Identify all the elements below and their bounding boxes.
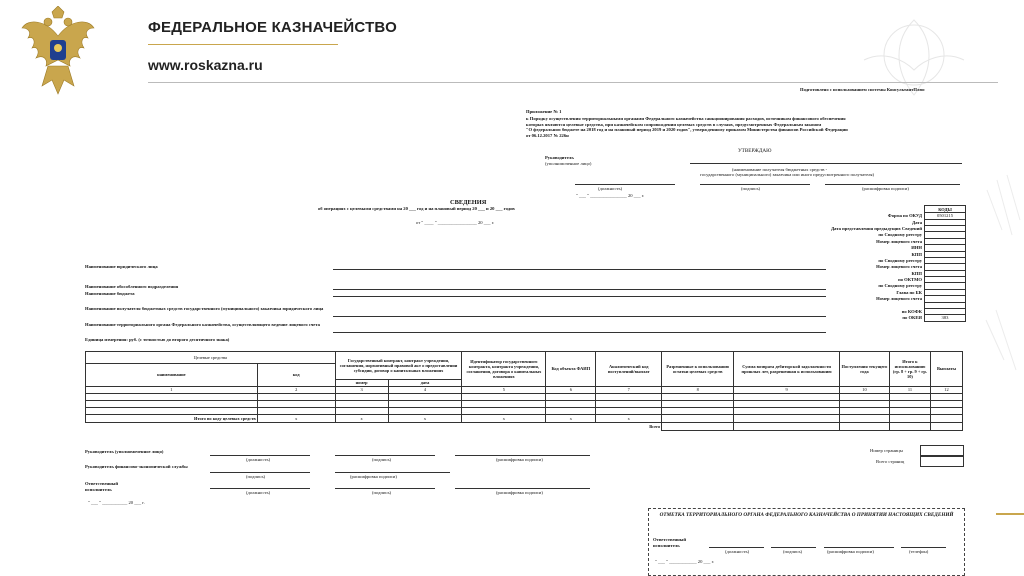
code-label: по Сводному реестру xyxy=(878,257,922,263)
field-subdivision: Наименование обособленного подразделения xyxy=(85,284,179,289)
th-target: Целевые средства xyxy=(86,352,336,364)
sign-resp-pos: (должность) xyxy=(246,490,271,495)
code-label: по ОКТМО xyxy=(898,277,922,283)
code-label: Глава по БК xyxy=(896,289,922,295)
code-label: КПП xyxy=(911,251,922,257)
approve-line xyxy=(690,163,962,164)
th-allowed: Разрешенные к использованию остатки целевых средств xyxy=(662,352,734,387)
th-number: номер xyxy=(335,380,388,387)
approve-date: " ___ " ________________ 20 ___ г. xyxy=(576,193,645,198)
column-number: 5 xyxy=(462,387,546,394)
approve-heading: УТВЕРЖДАЮ xyxy=(738,148,772,154)
sign-resp-label: Ответственный исполнитель xyxy=(85,481,119,492)
approve-sub1: (наименование получателя бюджетных средств - xyxy=(732,167,828,172)
code-label: Номер лицевого счета xyxy=(876,238,922,244)
operations-table xyxy=(85,351,963,431)
code-value: 0501215 xyxy=(924,213,966,219)
column-number: 12 xyxy=(930,387,962,394)
subtotal-row xyxy=(86,415,963,423)
grand-total-row xyxy=(86,423,963,431)
field-territorial-line xyxy=(333,332,826,333)
column-number: 9 xyxy=(734,387,840,394)
table-row xyxy=(86,394,963,401)
code-value: 383 xyxy=(924,315,966,321)
sign-resp-pos-line xyxy=(210,488,310,489)
th-name: наименование xyxy=(86,364,258,387)
approve-pos-label: (должность) xyxy=(598,186,623,191)
code-label: Форма по ОКУД xyxy=(887,213,922,219)
x-mark: х xyxy=(596,415,662,423)
code-label: Дата xyxy=(912,219,922,225)
stamp-date: " ___ " ____________ 20 ___ г. xyxy=(655,559,715,564)
sign-fin-name-line xyxy=(335,472,450,473)
column-number: 11 xyxy=(889,387,930,394)
sign-resp-name: (расшифровка подписи) xyxy=(496,490,543,495)
approve-name-label: (расшифровка подписи) xyxy=(862,186,909,191)
x-mark: х xyxy=(388,415,462,423)
th-code: код xyxy=(257,364,335,387)
sign-resp-name-line xyxy=(455,488,590,489)
column-number: 10 xyxy=(840,387,890,394)
column-number: 1 xyxy=(86,387,258,394)
appendix-text: к Порядку осуществления территориальными органами Федерального казначейства санкционирования расходов, источником финансового обеспечения которых являются целевые средства, при казначейском сопровождении целевых средств в случаях, предусмотренных Федеральным законом "О федеральном бюджете на 2018 год и на плановый период 2019 и 2020 годов", утвержденному приказом Министерства финансов Российской Федерации от 06.12.2017 № 226н xyxy=(526,116,848,138)
sign-fin-sign-line xyxy=(210,472,310,473)
code-label: по Сводному реестру xyxy=(878,232,922,238)
field-budget: Наименование бюджета xyxy=(85,291,135,296)
field-budget-line xyxy=(333,296,826,297)
codes-block xyxy=(760,205,966,322)
code-label: Номер лицевого счета xyxy=(876,296,922,302)
doc-subtitle: об операциях с целевыми средствами на 20 ___ год и на плановый период 20 ___ и 20 ___ годов xyxy=(318,206,515,211)
field-recipient-line xyxy=(333,316,826,317)
total-label: Всего xyxy=(86,423,662,431)
field-legal-entity: Наименование юридического лица xyxy=(85,264,158,269)
code-label: ИНН xyxy=(911,245,922,251)
page-number-box xyxy=(920,445,964,456)
th-contract: Государственный контракт, контракт учреждения, соглашения, нормативный правовой акт о предоставлении субсидии, договор о капитальных вложениях xyxy=(335,352,462,380)
watermark-icon xyxy=(804,0,1024,120)
stamp-name: (расшифровка подписи) xyxy=(827,549,874,554)
sign-head-pos: (должность) xyxy=(246,457,271,462)
stamp-title: ОТМЕТКА ТЕРРИТОРИАЛЬНОГО ОРГАНА ФЕДЕРАЛЬНОГО КАЗНАЧЕЙСТВА О ПРИНЯТИИ НАСТОЯЩИХ СВЕДЕНИЙ xyxy=(659,512,954,518)
column-number: 4 xyxy=(388,387,462,394)
field-subdivision-line xyxy=(333,289,826,290)
treasury-stamp-box xyxy=(648,508,965,576)
page-number-label: Номер страницы xyxy=(870,448,903,453)
column-number: 6 xyxy=(546,387,596,394)
head-sub: (уполномоченное лицо) xyxy=(545,161,592,166)
field-unit: Единица измерения: руб. (с точностью до второго десятичного знака) xyxy=(85,337,230,342)
x-mark: х xyxy=(546,415,596,423)
th-date: дата xyxy=(388,380,462,387)
sign-head-pos-line xyxy=(210,455,310,456)
bottom-date: " ___ " ___________ 20 ___ г. xyxy=(88,500,145,505)
code-label: по ОКЕИ xyxy=(902,315,922,321)
sign-fin-label: Руководитель финансово-экономической службы xyxy=(85,464,188,469)
sign-head-name-line xyxy=(455,455,590,456)
stamp-sign-line xyxy=(771,547,816,548)
sign-head-sign-line xyxy=(335,455,435,456)
column-number: 8 xyxy=(662,387,734,394)
appendix-title: Приложение № 1 xyxy=(526,109,562,114)
stamp-resp-label: Ответственный исполнитель xyxy=(653,537,687,548)
stamp-phone-line xyxy=(901,547,946,548)
column-number: 3 xyxy=(335,387,388,394)
th-id: Идентификатор государственного контракта, контракта учреждения, соглашения, договора о капитальных вложениях xyxy=(462,352,546,387)
approve-sub2: государственного (муниципального) заказчика или иного предусмотренного получателя) xyxy=(700,172,875,177)
code-label: КПП xyxy=(911,270,922,276)
field-legal-entity-line xyxy=(333,269,826,270)
codes-header: КОДЫ xyxy=(925,206,966,213)
sign-head-name: (расшифровка подписи) xyxy=(496,457,543,462)
pages-total-box xyxy=(920,456,964,467)
code-label: Номер лицевого счета xyxy=(876,264,922,270)
doc-title: СВЕДЕНИЯ xyxy=(450,199,487,206)
stamp-sign: (подпись) xyxy=(783,549,803,554)
website-link[interactable]: www.roskazna.ru xyxy=(148,57,263,73)
th-debt: Сумма возврата дебиторской задолженности прошлых лет, разрешенная к использованию xyxy=(734,352,840,387)
th-analytic: Аналитический код поступлений/выплат xyxy=(596,352,662,387)
org-name: ФЕДЕРАЛЬНОЕ КАЗНАЧЕЙСТВО xyxy=(148,19,397,36)
sign-fin-sign: (подпись) xyxy=(246,474,266,479)
code-label: Дата представления предыдущих Сведений xyxy=(831,225,922,231)
corner-note: Подготовлено с использованием системы КонсультантПлюс xyxy=(800,87,926,92)
approve-name-line xyxy=(825,184,960,185)
doc-date-of: от " ____ " _________________ 20 ___ г. xyxy=(416,220,495,225)
field-territorial-body: Наименование территориального органа Федерального казначейства, осуществляющего ведение лицевого счета xyxy=(85,322,320,327)
x-mark: х xyxy=(335,415,388,423)
pages-total-label: Всего страниц xyxy=(876,459,905,464)
sign-resp-sign-line xyxy=(335,488,435,489)
stamp-name-line xyxy=(824,547,894,548)
column-number: 2 xyxy=(257,387,335,394)
sign-fin-name: (расшифровка подписи) xyxy=(350,474,397,479)
code-label: по Сводному реестру xyxy=(878,283,922,289)
sign-resp-sign: (подпись) xyxy=(372,490,392,495)
sign-head-sign: (подпись) xyxy=(372,457,392,462)
table-row xyxy=(86,401,963,408)
double-headed-eagle-icon xyxy=(18,6,98,98)
th-faip: Код объекта ФАИП xyxy=(546,352,596,387)
sign-head-label: Руководитель (уполномоченное лицо) xyxy=(85,449,164,454)
field-recipient: Наименование получателя бюджетных средств государственного (муниципального) заказчика юридического лица xyxy=(85,306,324,311)
header-divider xyxy=(148,44,338,45)
code-label: по КОФК xyxy=(901,309,922,315)
approve-sign-label: (подпись) xyxy=(741,186,761,191)
stamp-pos: (должность) xyxy=(725,549,750,554)
th-total: Итого к использованию (гр. 8 + гр. 9 + гр. 10) xyxy=(889,352,930,387)
stamp-pos-line xyxy=(709,547,764,548)
stamp-phone: (телефон) xyxy=(909,549,929,554)
th-receipts: Поступления текущего года xyxy=(840,352,890,387)
page-top-rule xyxy=(148,82,998,83)
approve-pos-line xyxy=(575,184,675,185)
decorative-pattern-icon xyxy=(982,120,1024,540)
th-pay: Выплаты xyxy=(930,352,962,387)
x-mark: х xyxy=(257,415,335,423)
head-label: Руководитель xyxy=(545,155,574,160)
x-mark: х xyxy=(462,415,546,423)
column-number: 7 xyxy=(596,387,662,394)
approve-sign-line xyxy=(700,184,810,185)
table-row xyxy=(86,408,963,415)
subtotal-label: Итого по коду целевых средств xyxy=(86,415,258,423)
